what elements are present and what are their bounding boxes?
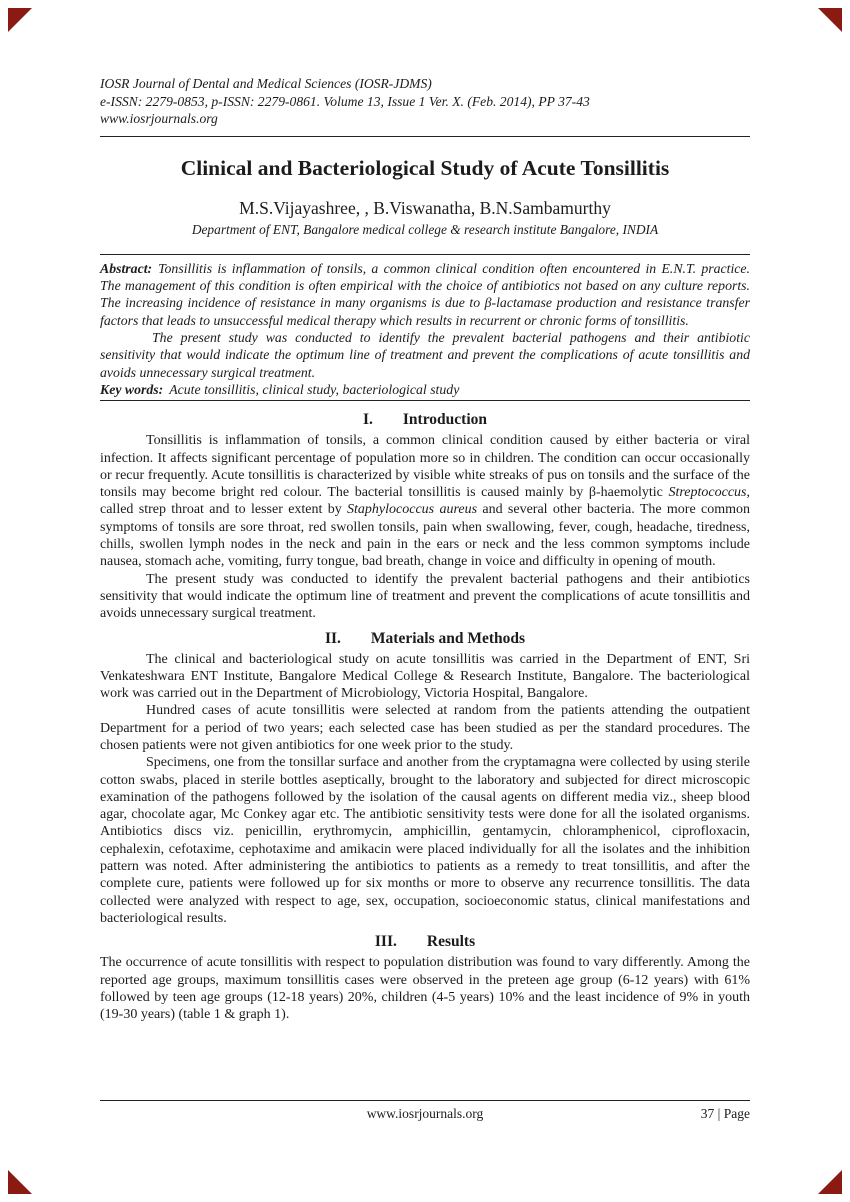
section-numeral: III. (374, 933, 397, 951)
corner-fold-mark-bottom-right (818, 1170, 842, 1194)
methods-paragraph-2: Hundred cases of acute tonsillitis were selected at random from the patients attending the outpatient Department for a period of two years; each selected case has been studied as per the standard procedures. The chosen patients were not given antibiotics for one week prior to the study. (100, 703, 750, 753)
keywords-label: Key words: (100, 381, 164, 397)
journal-name-line: IOSR Journal of Dental and Medical Sciences (IOSR-JDMS) (100, 76, 432, 91)
section-heading-results (100, 932, 750, 952)
introduction-paragraph-1: Tonsillitis is inflammation of tonsils, a common clinical condition caused by either bacteria or viral infection. It affects significant percentage of population more so in children. The condition can occur occasionally or recur frequently. Acute tonsillitis is characterized by visible white streaks of pus on tonsils and the surface of the tonsils may become bright red colour. The bacterial tonsillitis is caused mainly by β-haemolytic Streptococcus, called strep throat and to lesser extent by Staphylococcus aureus and several other bacteria. The more common symptoms of tonsils are sore throat, red swollen tonsils, pain when swallowing, fever, cough, headache, tiredness, chills, swollen lymph nodes in the neck and pain in the ears or neck and the less common symptoms include nausea, stomach ache, vomiting, furry tongue, bad breath, change in voice and difficulty in opening of mouth. (100, 433, 750, 570)
footer-page-number: 37 | Page (700, 1106, 750, 1121)
paper-title: Clinical and Bacteriological Study of Acute Tonsillitis (180, 155, 670, 180)
results-paragraph-1: The occurrence of acute tonsillitis with respect to population distribution was found to vary differently. Among the reported age groups, maximum tonsillitis cases were observed in the preteen age group (6-12 years) with 61% followed by teen age groups (12-18 years) 20%, children (4-5 years) 10% and the least incidence of 9% in youth (19-30 years) (table 1 & graph 1). (100, 955, 750, 1023)
journal-header (100, 0, 750, 128)
keywords-line (100, 381, 750, 398)
abstract-label: Abstract: (100, 260, 153, 276)
section-numeral: I. (362, 411, 373, 429)
corner-fold-mark-bottom-left (8, 1170, 32, 1194)
issn-issue-line: e-ISSN: 2279-0853, p-ISSN: 2279-0861. Volume 13, Issue 1 Ver. X. (Feb. 2014), PP 37-43 (100, 93, 590, 109)
corner-fold-mark-top-left (8, 8, 32, 32)
section-heading-label: Introduction (402, 411, 488, 429)
footer-divider-rule (100, 1100, 750, 1101)
authors-line: M.S.Vijayashree, , B.Viswanatha, B.N.Sambamurthy (239, 197, 611, 218)
section-heading-label: Materials and Methods (370, 629, 526, 647)
section-heading-materials-and-methods (100, 629, 750, 649)
abstract-block (100, 260, 750, 399)
section-heading-introduction (100, 410, 750, 430)
keywords-text: Acute tonsillitis, clinical study, bacteriological study (169, 381, 460, 397)
journal-url-line: www.iosrjournals.org (100, 111, 218, 126)
corner-fold-mark-top-right (818, 8, 842, 32)
methods-paragraph-3: Specimens, one from the tonsillar surface and another from the cryptamagna were collected by using sterile cotton swabs, placed in sterile bottles aseptically, brought to the laboratory and subjected for direct microscopic examination of the pathogens followed by the isolation of the causal agents on different media viz., sheep blood agar, chocolate agar, Mc Conkey agar etc. The antibiotic sensitivity tests were done for all the isolated organisms. Antibiotics discs viz. penicillin, erythromycin, amphicillin, gentamycin, chloramphenicol, ciprofloxacin, cephalexin, cefotaxime, cephotaxime and amikacin were placed individually for all the isolates and the inhibition pattern was noted. After administering the antibiotics to patients as a remedy to treat tonsillitis, and after the complete cure, patients were followed up for six months or more to observe any recurrence tonsillitis. The data collected were analyzed with respect to age, sex, occupation, socioeconomic status, clinical manifestations and bacteriological results. (100, 755, 750, 926)
footer-site-url: www.iosrjournals.org (366, 1106, 484, 1121)
section-heading-label: Results (426, 933, 476, 951)
abstract-top-rule (100, 254, 750, 255)
abstract-paragraph-1-text: Tonsillitis is inflammation of tonsils, a common clinical condition often encountered in E.N.T. practice. The management of this condition is often empirical with the choice of antibiotics not based on any culture reports. The increasing incidence of resistance in many organisms is due to β-lactamase production and resistance transfer factors that leads to unsuccessful medical therapy which results in recurrent or chronic forms of tonsillitis. (100, 260, 750, 328)
abstract-paragraph-1 (100, 260, 750, 329)
introduction-paragraph-2: The present study was conducted to identify the prevalent bacterial pathogens and their antibiotics sensitivity that would indicate the optimum line of treatment and prevent the complications of acute tonsillitis and avoids unnecessary surgical treatment. (100, 571, 750, 622)
abstract-bottom-rule (100, 400, 750, 401)
header-divider-rule (100, 136, 750, 137)
abstract-paragraph-2: The present study was conducted to identify the prevalent bacterial pathogens and their antibiotic sensitivity that would indicate the optimum line of treatment and prevent the complications of acute tonsillitis and avoids unnecessary surgical treatment. (100, 329, 750, 380)
section-numeral: II. (324, 629, 341, 647)
methods-paragraph-1: The clinical and bacteriological study on acute tonsillitis was carried in the Department of ENT, Sri Venkateshwara ENT Institute, Bangalore Medical College & Research Institute, Bangalore. The bacteriological work was carried out in the Department of Microbiology, Victoria Hospital, Bangalore. (100, 651, 750, 702)
affiliation-line: Department of ENT, Bangalore medical college & research institute Bangalore, INDIA (191, 221, 659, 237)
